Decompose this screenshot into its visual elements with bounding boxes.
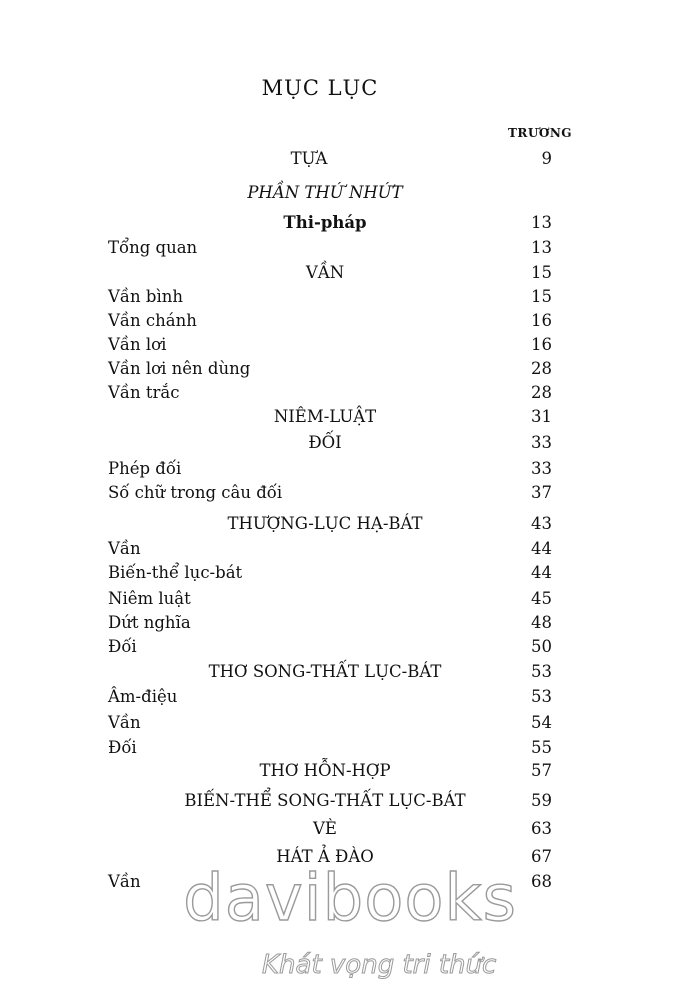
toc-page-no: 9 <box>541 149 552 168</box>
toc-section-heading: ĐỐI <box>308 433 342 452</box>
toc-entry: Tổng quan <box>108 238 198 257</box>
toc-page-no: 33 <box>531 459 552 478</box>
toc-page-no: 16 <box>531 311 552 330</box>
watermark-brand: davibooks <box>183 862 517 936</box>
toc-page-no: 48 <box>531 613 552 632</box>
toc-page-no: 28 <box>531 383 552 402</box>
toc-section-heading: HÁT Ả ĐÀO <box>276 847 374 866</box>
toc-page-no: 59 <box>531 791 552 810</box>
toc-part-heading: PHẦN THỨ NHỨT <box>247 183 403 202</box>
toc-page-no: 53 <box>531 687 552 706</box>
toc-page-no: 54 <box>531 713 552 732</box>
toc-page-no: 43 <box>531 514 552 533</box>
toc-section-heading: THƯỢNG-LỤC HẠ-BÁT <box>227 514 423 533</box>
toc-page-no: 44 <box>531 539 552 558</box>
toc-page-no: 15 <box>531 263 552 282</box>
toc-section-heading: VÈ <box>313 819 337 838</box>
toc-entry: Biến-thể lục-bát <box>108 563 243 582</box>
page-title: MỤC LỤC <box>261 76 379 100</box>
toc-entry: Vần <box>108 539 141 558</box>
toc-section-heading: THƠ HỖN-HỢP <box>259 761 391 780</box>
watermark-slogan: Khát vọng tri thức <box>262 950 497 980</box>
toc-entry: Vần lơi <box>108 335 167 354</box>
toc-page-no: 28 <box>531 359 552 378</box>
toc-page-no: 33 <box>531 433 552 452</box>
toc-entry: Đối <box>108 738 137 757</box>
toc-entry: Niêm luật <box>108 589 191 608</box>
toc-page-no: 63 <box>531 819 552 838</box>
toc-entry: Vần bình <box>108 287 183 306</box>
toc-entry: Vần lơi nên dùng <box>108 359 251 378</box>
toc-page-no: 13 <box>531 238 552 257</box>
toc-page-no: 68 <box>531 872 552 891</box>
toc-page-no: 44 <box>531 563 552 582</box>
toc-page-no: 67 <box>531 847 552 866</box>
toc-entry: Vần <box>108 872 141 891</box>
page-column-label: TRƯƠNG <box>508 126 573 140</box>
toc-page-no: 13 <box>531 213 552 232</box>
toc-entry: Đối <box>108 637 137 656</box>
toc-entry: Dứt nghĩa <box>108 613 191 632</box>
toc-entry: Vần <box>108 713 141 732</box>
toc-section-heading: BIẾN-THỂ SONG-THẤT LỤC-BÁT <box>184 791 466 810</box>
toc-page-no: 31 <box>531 407 552 426</box>
toc-entry: Số chữ trong câu đối <box>108 483 283 502</box>
toc-page-no: 53 <box>531 662 552 681</box>
toc-page-no: 55 <box>531 738 552 757</box>
toc-entry-tua: TỰA <box>290 149 328 168</box>
toc-entry: Phép đối <box>108 459 182 478</box>
toc-entry: Âm-điệu <box>108 687 178 706</box>
toc-entry: Vần trắc <box>108 383 180 402</box>
toc-section-heading: NIÊM-LUẬT <box>273 407 377 426</box>
toc-page-no: 15 <box>531 287 552 306</box>
toc-entry: Vần chánh <box>108 311 197 330</box>
toc-page-no: 50 <box>531 637 552 656</box>
toc-section-heading: THƠ SONG-THẤT LỤC-BÁT <box>208 662 442 681</box>
toc-entry-thi-phap: Thi-pháp <box>283 213 367 232</box>
toc-section-heading: VẦN <box>305 263 345 282</box>
toc-page-no: 37 <box>531 483 552 502</box>
toc-page-no: 16 <box>531 335 552 354</box>
toc-page-no: 57 <box>531 761 552 780</box>
toc-page-no: 45 <box>531 589 552 608</box>
